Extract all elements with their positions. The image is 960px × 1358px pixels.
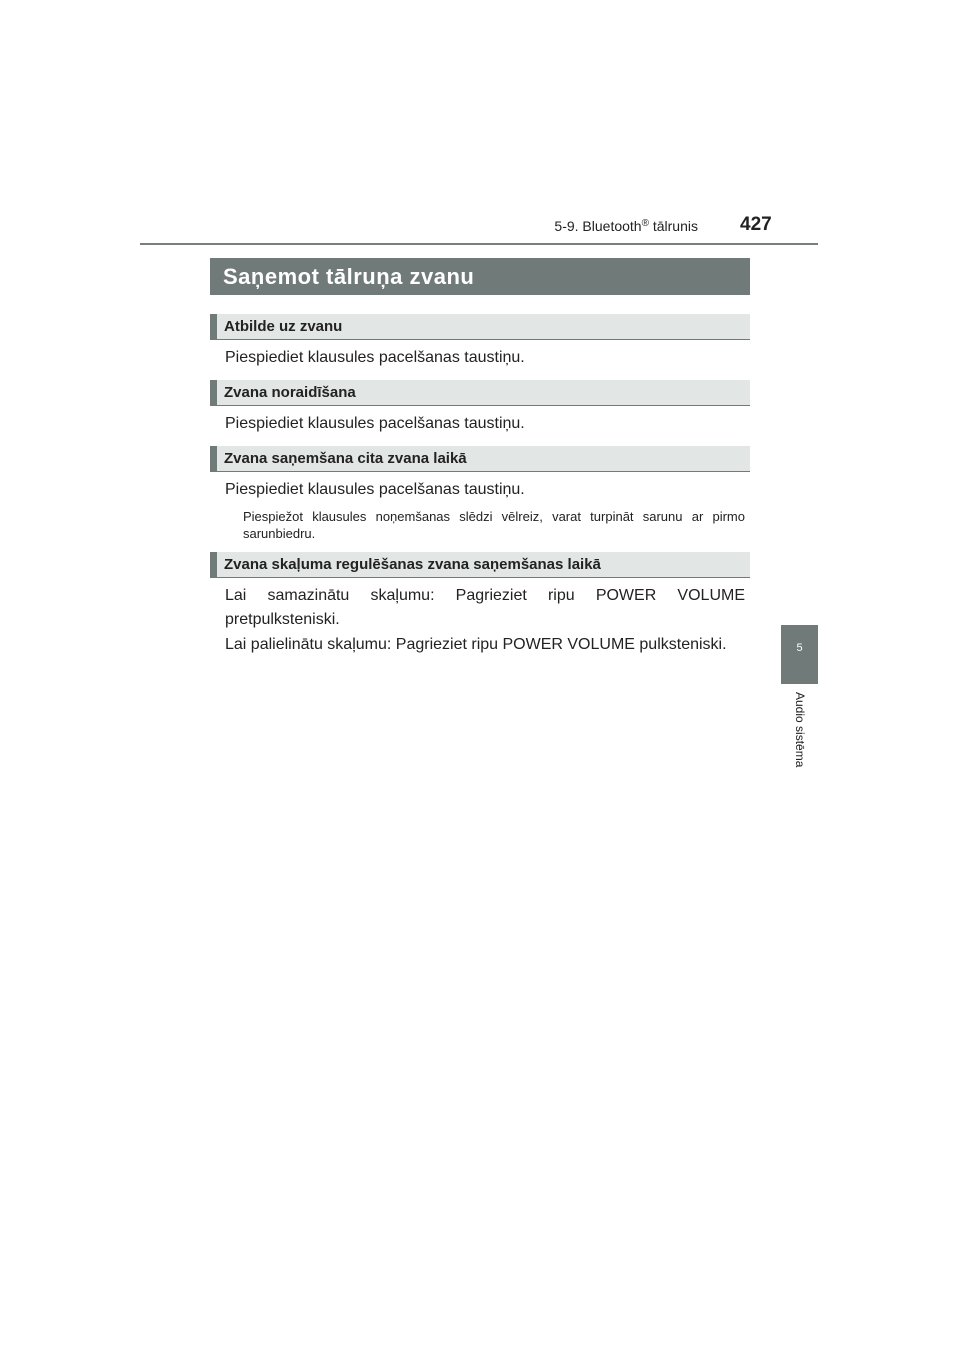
chapter-tab — [781, 625, 818, 684]
header-section-suffix: tālrunis — [648, 218, 698, 234]
registered-mark: ® — [641, 218, 649, 229]
paragraph-call-waiting: Piespiediet klausules pacelšanas taustiņu. — [225, 481, 525, 498]
page-number: 427 — [740, 214, 772, 235]
chapter-number: 5 — [796, 642, 803, 654]
note-call-waiting: Piespiežot klausules noņemšanas slēdzi vēlreiz, varat turpināt sarunu ar pirmo sarunbiedru. — [243, 509, 745, 541]
chapter-label: Audio sistēma — [793, 692, 807, 768]
subheading-volume-adjust: Zvana skaļuma regulēšanas zvana saņemšanas laikā — [210, 552, 750, 578]
paragraph-volume-increase: Lai palielinātu skaļumu: Pagrieziet ripu POWER VOLUME pulksteniski. — [225, 636, 727, 653]
subheading-answer-call: Atbilde uz zvanu — [210, 314, 750, 340]
header-section-prefix: 5-9. Bluetooth — [554, 218, 642, 234]
subheading-call-waiting: Zvana saņemšana cita zvana laikā — [210, 446, 750, 472]
running-header — [554, 218, 698, 234]
paragraph-reject-call: Piespiediet klausules pacelšanas taustiņu. — [225, 415, 525, 432]
paragraph-volume-decrease: Lai samazinātu skaļumu: Pagrieziet ripu POWER VOLUME pretpulksteniski. — [225, 587, 745, 628]
header-divider — [140, 243, 818, 245]
page-title: Saņemot tālruņa zvanu — [210, 258, 750, 295]
subheading-reject-call: Zvana noraidīšana — [210, 380, 750, 406]
paragraph-answer-call: Piespiediet klausules pacelšanas taustiņu. — [225, 349, 525, 366]
